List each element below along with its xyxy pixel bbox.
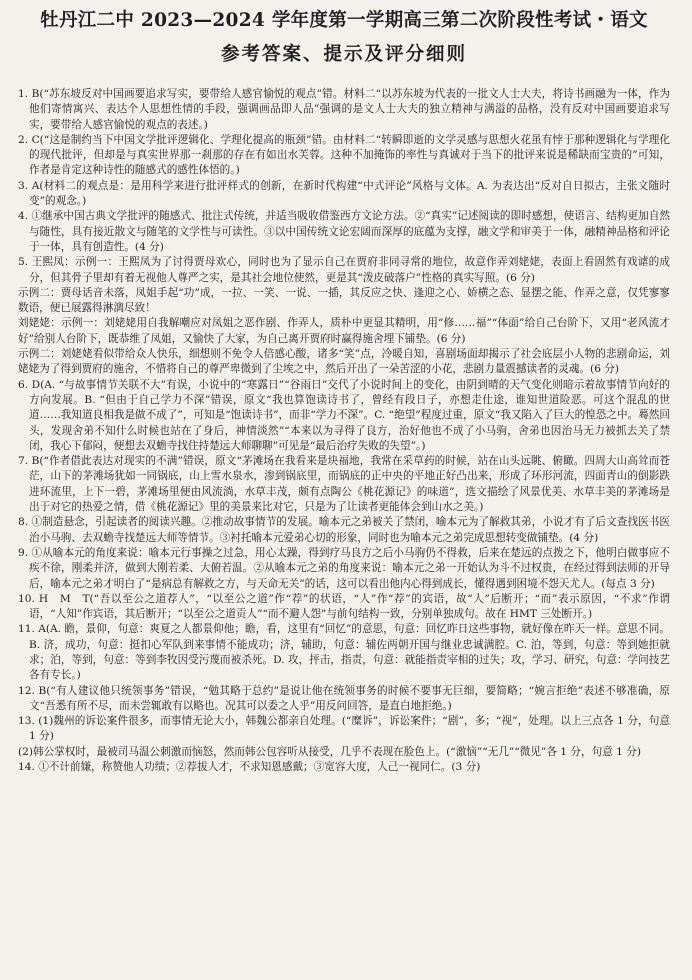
answer-item: 12. B(“有人建议他只统领事务”错误，“勉其略于总约”是说让他在统领事务的时候不要事无巨细，要简略；“婉言拒绝”表述不够准确，原文“吾悉有所不尽，而未尝辄敢有以略也。况其可以委之人乎”用反问回答，是直白地拒绝。): [18, 684, 670, 712]
answer-list: [18, 87, 670, 775]
answer-item: 3. A(材料二的观点是：是用科学来进行批评样式的创新，在新时代构建“中式评论”风格与文体。A. 为表达出“反对自日拟古，主张文随时变”的观念。): [18, 179, 670, 208]
page-subtitle: 参考答案、提示及评分细则: [220, 44, 467, 65]
answer-item: 2. C(“这是制约当下中国文学批评逻辑化、学理化提高的瓶颈”错。由材料二“转瞬即逝的文学灵感与思想火花虽有悖于那种逻辑化与学理化的现代批评，但却是与真实世界那一刹那的存在有如出水芙蓉。这种不加掩饰的率性与真诚对于当下的批评来说是稀缺而宝贵的”可知，作者是肯定这种诗性的随感式的感性体悟的。): [18, 133, 670, 177]
answer-item: 4. ①继承中国古典文学批评的随感式、批注式传统，并适当吸收借鉴西方文论方法。②“真实”记述阅读的即时感想，使语言、结构更加自然与随性，具有接近散文与随笔的文学性与可读性。③以中国传统文论宏阔而深厚的底蕴为支撑，融文学和审美于一体，融精神品格和评论于一体，具有创造性。(4 分): [18, 210, 670, 253]
answer-item: 14. ①不计前嫌，称赞他人功绩；②荐拔人才，不求知恩感戴；③宽容大度，人己一视同仁。(3 分): [18, 761, 481, 774]
answer-sub-item: (2)韩公掌权时，最被司马温公刺激而恼怒，然而韩公包容听从接受，几乎不表现在脸色上。(“激恼”“无几”“微见”各 1 分，句意 1 分): [18, 745, 641, 758]
answer-item: 10. H M T(“吾以至公之道荐人”，“以至公之道”作“荐”的状语，“人”作“荐”的宾语，故“人”后断开；“而”表示原因，“不求”作谓语，“人知”作宾语，其后断开；“以至公之道贡人”“而不避人怨”与前句结构一致，分别单独成句。故在 HMT 三处断开。): [18, 592, 670, 621]
page-title: 牡丹江二中 2023—2024 学年度第一学期高三第二次阶段性考试・语文: [40, 10, 648, 31]
answer-item: 8. ①制造悬念，引起读者的阅读兴趣。②推动故事情节的发展。喻本元之弟被关了禁闭，喻本元为了解救其弟，小说才有了后文查找医书医治小马驹、去双蟾寺找楚远大师等情节。③衬托喻本元爱弟心切的形象，同时也为喻本元之弟完成思想转变做铺垫。(4 分): [18, 516, 670, 544]
answer-item: 13. (1)魏州的诉讼案件很多，而事情无论大小，韩魏公都亲自处理。(“糜诉”，诉讼案件；“剧”，多；“视”，处理。以上三点各 1 分，句意 1 分): [18, 715, 670, 743]
answer-item: 1. B(“苏东坡反对中国画要追求写实，要带给人感官愉悦的观点”错。材料二“以苏东坡为代表的一批文人士大夫，将诗书画融为一体，作为他们寄情寓兴、表达个人思想性情的手段，强调画品即人品”强调的是文人士大夫的独立精神与满溢的品格，没有反对中国画要追求写实，要带给人感官愉悦的观点的表述。): [18, 88, 670, 131]
answer-sub-item: 示例二：刘姥姥看似带给众人快乐，细想则不免令人倍感心酸，诸多“笑”点，冷暖自知，喜剧场面却揭示了社会底层小人物的悲剧命运，刘姥姥为了得到贾府的施舍，不惜将自己的尊严卑微到了尘埃之中，然后开出了一朵苦涩的小花，悲剧力量震撼读者的灵魂。(6 分): [18, 348, 670, 376]
answer-item: 11. A(A. 瞻，景仰，句意：爽夏之人都景仰他；瞻，看，这里有“回忆”的意思，句意：回忆昨日这些事物，就好像在昨天一样。意思不同。B. 济，成功，句意：挺扣心军队到来事情不能成功；济，辅助，句意：辅佐两朝开国与继业忠诚满腔。C. 泊，等到，句意：等到她拒就求；泊，等到，句意：等到李牧因受污蔑而被杀死。D. 攻，抨击，指责，句意：就能指责宰相的过失；攻，学习、研究，句意：学问技艺各有专长。): [18, 623, 670, 682]
answer-item: 6. D(A. “与故事情节关联不大”有误，小说中的“寒露日”“谷雨日”交代了小说时间上的变化，由阴到晴的天气变化则暗示着故事情节向好的方向发展。B. “但由于自己学力不深”错误，原文“我也算饱读诗书了，曾经有段日子，亦想走仕途，谁知世道险恶。可这个混乱的世道……我知道良相我是做不成了”，可知是“饱读诗书”，而非“学力不深”。C. “绝望”程度过重，原文“我又陷入了巨大的惶恐之中。蓦然回头，发现舍弟不知什么时候也站在了身后，神情淡然”“本来以为寻得了良方，治好他也不成了小马驹，舍弟也因治马无力被抓去关了禁闭，我心下郁闷，便想去双蟾寺找住持楚远大师聊聊”可见是“最后治疗失败的失望”。): [18, 378, 670, 452]
answer-item: 5. 王熙凤：示例一：王熙凤为了讨得贾母欢心，同时也为了显示自己在贾府非同寻常的地位，故意作弄刘姥姥，表面上看固然有戏谑的成分，但其骨子里却有着无视他人尊严之实，是其社会地位使然，更是其“泼皮破落户”性格的真实写照。(6 分): [18, 256, 670, 284]
answer-sub-item: 示例二：贾母话音未落，凤姐手起“功”成，一拉、一笑、一说、一插，其反应之快、逢迎之心、娇横之态、显摆之能、作弄之意，仅凭寥寥数语，便已展露得淋漓尽致！: [18, 286, 670, 315]
answer-item: 9. ①从喻本元的角度来说：喻本元行事操之过急，用心太躁，得到疗马良方之后小马驹仍不得救，后来在楚远的点拨之下，他明白做事应不疾不徐，刚柔并济，做到大刚若柔、大俯若温。②从喻本元之弟的角度来说：喻本元之弟一开始认为斗不过权贵，在经过得到法师的开导后，喻本元之弟才明白了“是病总有解救之方，与天命无关”的话，这可以看出他内心得到成长，懂得遇到困境不怨天尤人。(每点 3 分): [18, 546, 670, 590]
answer-item: 7. B(“作者借此表达对现实的不满”错误，原文“茅滩场在我看来是块福地，我常在采草药的时候，站在山头远眺、俯瞰。四周大山高耸而苍茫，山下的茅滩场犹如一同锅底，山上雪水泉水，渗到锅底里，而锅底的正中央的平地正好凸出来，形成了环形河流，四面青山的倒影跌进环流里，上下一碧，茅滩场里便由风流淌，水草丰茂，颇有点陶公《桃花源记》的味道”，选文描绘了风景优美、水草丰美的茅滩场是出于对它的热爱之情，借《桃花源记》里的美景来比对它，只是为了让读者更能体会到山水之美。): [18, 455, 670, 514]
answer-sub-item: 刘姥姥：示例一：刘姥姥用自我解嘲应对凤姐之恶作剧、作弄人，质朴中更显其精明，用“修……福”“体面”给自己台阶下，又用“老风流才好”给别人台阶下，既恭维了凤姐，又愉快了大家，为自己离开贾府时赢得施舍埋下铺垫。(6 分): [18, 317, 670, 345]
